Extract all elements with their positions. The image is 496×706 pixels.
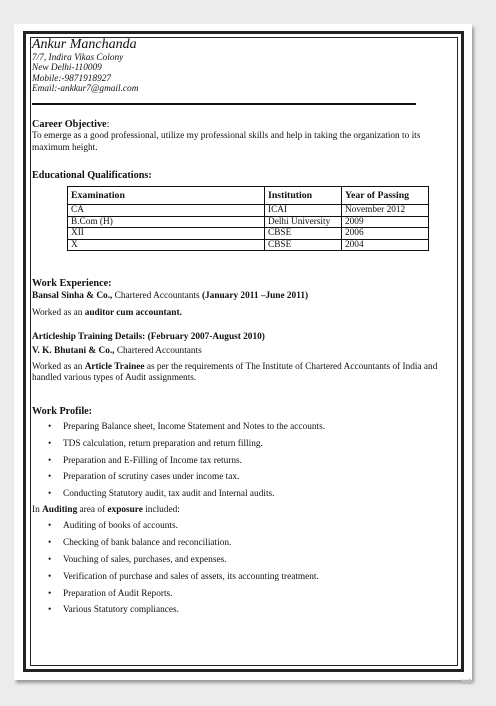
header-divider <box>32 103 416 105</box>
table-row <box>68 216 429 228</box>
bullet-icon: • <box>48 472 52 483</box>
table-cell: B.Com (H) <box>68 216 265 228</box>
work-profile-section <box>32 405 464 617</box>
table-row <box>68 239 429 251</box>
table-cell: CBSE <box>265 239 342 251</box>
column-header: Institution <box>265 187 342 205</box>
list-item: • Conducting Statutory audit, tax audit and Internal audits. <box>48 489 275 500</box>
list-item: • Checking of bank balance and reconciliation. <box>48 538 232 549</box>
candidate-name: Ankur Manchanda <box>32 37 137 52</box>
articleship-heading: Articleship Training Details: (February 2007-August 2010) <box>32 331 265 342</box>
email: Email:-ankkur7@gmail.com <box>32 83 139 94</box>
table-header-row <box>68 187 429 205</box>
job1-role: Chartered Accountants <box>112 291 202 302</box>
address-line-2: New Delhi-110009 <box>32 63 102 74</box>
list-item: • Verification of purchase and sales of assets, its accounting treatment. <box>48 571 319 582</box>
bullet-icon: • <box>48 455 52 466</box>
work-profile-list <box>32 422 464 500</box>
list-item: • Various Statutory compliances. <box>48 605 179 616</box>
resume-content <box>32 37 464 622</box>
table-cell: X <box>68 239 265 251</box>
bullet-icon: • <box>48 605 52 616</box>
table-cell: ICAI <box>265 204 342 216</box>
table-cell: November 2012 <box>342 204 429 216</box>
list-item: • Preparation of Audit Reports. <box>48 588 173 599</box>
table-cell: XII <box>68 228 265 240</box>
job1-company: Bansal Sinha & Co., <box>32 291 113 302</box>
work-profile-heading: Work Profile: <box>32 405 93 417</box>
education-table <box>67 186 429 251</box>
job1-dates: (January 2011 –June 2011) <box>201 291 309 302</box>
list-item: • Preparing Balance sheet, Income Statement and Notes to the accounts. <box>48 421 326 432</box>
list-item: • Vouching of sales, purchases, and expenses. <box>48 555 227 566</box>
bullet-icon: • <box>48 571 52 582</box>
next-page-arrow-icon[interactable]: ➡ <box>460 674 474 691</box>
career-objective-heading: Career Objective: <box>32 119 110 131</box>
table-cell: 2004 <box>342 239 429 251</box>
bullet-icon: • <box>48 538 52 549</box>
bullet-icon: • <box>48 521 52 532</box>
bullet-icon: • <box>48 555 52 566</box>
table-row <box>68 204 429 216</box>
education-heading: Educational Qualifications: <box>32 170 152 182</box>
table-cell: 2006 <box>342 228 429 240</box>
address-line-1: 7/7, Indira Vikas Colony <box>32 53 124 63</box>
column-header: Year of Passing <box>342 187 429 205</box>
education-section <box>32 169 464 251</box>
job2-company: V. K. Bhutani & Co., <box>32 346 115 357</box>
table-cell: 2009 <box>342 216 429 228</box>
career-objective-section <box>32 118 464 154</box>
table-cell: CBSE <box>265 228 342 240</box>
column-header: Examination <box>68 187 265 205</box>
list-item: • Preparation and E-Filling of Income tax returns. <box>48 455 242 466</box>
work-experience-heading: Work Experience: <box>32 278 112 290</box>
list-item: • Preparation of scrutiny cases under income tax. <box>48 472 240 483</box>
table-cell: CA <box>68 204 265 216</box>
bullet-icon: • <box>48 489 52 500</box>
auditing-list <box>32 521 464 616</box>
career-objective-text: To emerge as a good professional, utilize my professional skills and help in taking the organization to its maximum height. <box>32 131 421 153</box>
table-cell: Delhi University <box>265 216 342 228</box>
bullet-icon: • <box>48 438 52 449</box>
bullet-icon: • <box>48 421 52 432</box>
work-experience-section <box>32 277 464 385</box>
job1-line <box>32 291 464 303</box>
bullet-icon: • <box>48 588 52 599</box>
job2-role: Chartered Accountants <box>114 346 202 357</box>
list-item: • Auditing of books of accounts. <box>48 521 178 532</box>
auditing-intro: In Auditing area of exposure included: <box>32 504 180 515</box>
job2-description: Worked as an Article Trainee as per the requirements of The Institute of Chartered Accountants of India and handled various types of Audit assignments. <box>32 361 438 384</box>
list-item: • TDS calculation, return preparation and return filling. <box>48 438 263 449</box>
job2-line <box>32 346 464 358</box>
job1-description: Worked as an auditor cum accountant. <box>32 307 182 318</box>
table-row <box>68 228 429 240</box>
mobile: Mobile:-9871918927 <box>32 73 112 84</box>
